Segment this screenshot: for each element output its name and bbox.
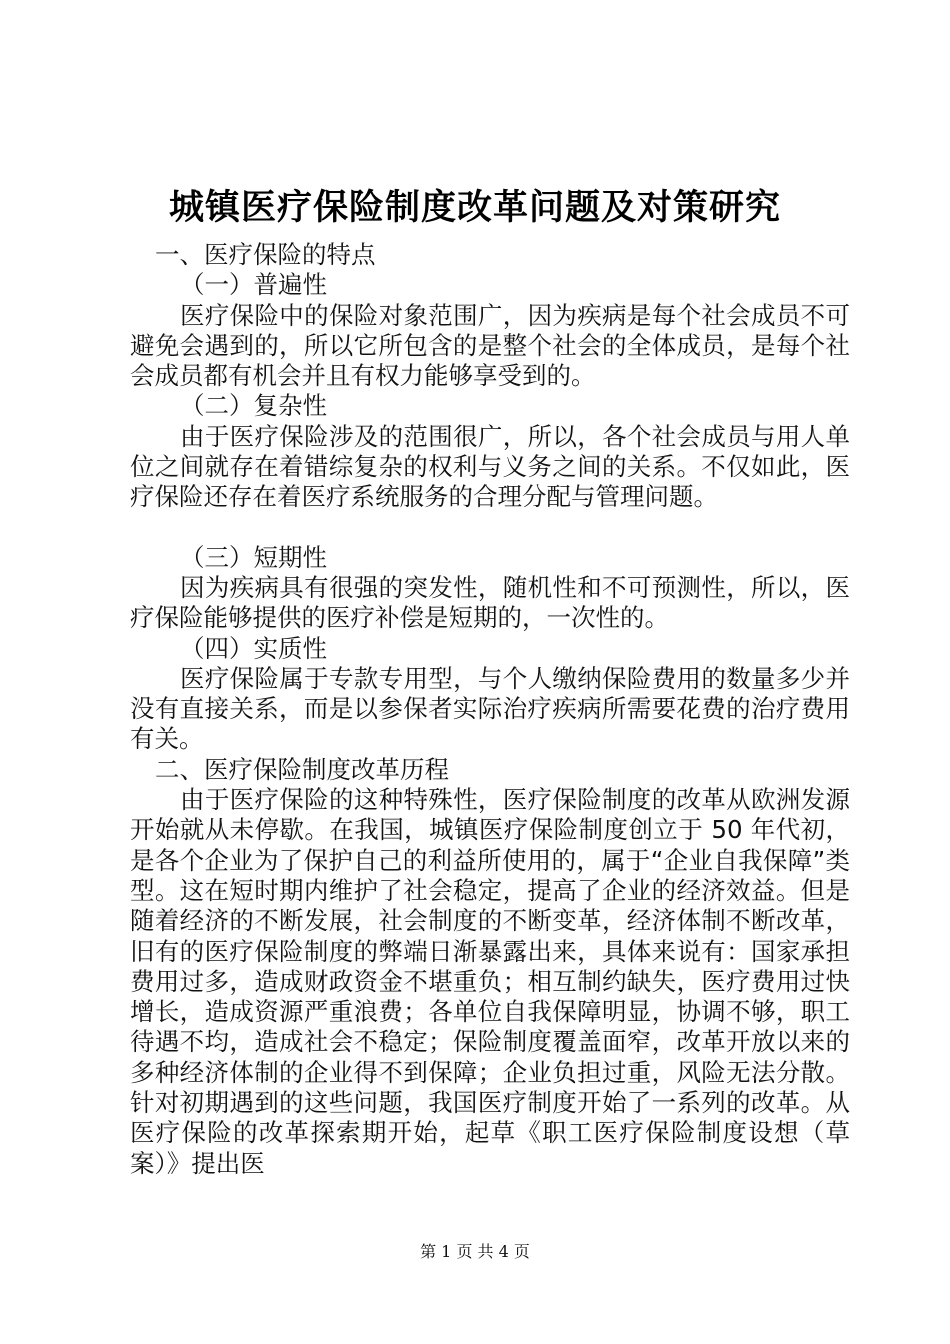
subsection-heading-1: （一）普遍性 (180, 270, 327, 300)
subsection-heading-2: （二）复杂性 (180, 391, 327, 421)
paragraph-2: 由于医疗保险涉及的范围很广，所以，各个社会成员与用人单位之间就存在着错综复杂的权利与义务之间的关系。不仅如此，医疗保险还存在着医疗系统服务的合理分配与管理问题。 (130, 421, 850, 512)
subsection-heading-4: （四）实质性 (180, 633, 327, 663)
paragraph-3: 因为疾病具有很强的突发性，随机性和不可预测性，所以，医疗保险能够提供的医疗补偿是短期的，一次性的。 (130, 572, 850, 633)
paragraph-gap (130, 513, 850, 543)
section-heading-2: 二、医疗保险制度改革历程 (155, 754, 449, 784)
section-heading-1: 一、医疗保险的特点 (155, 240, 376, 269)
paragraph-4: 医疗保险属于专款专用型，与个人缴纳保险费用的数量多少并没有直接关系，而是以参保者实际治疗疾病所需要花费的治疗费用有关。 (130, 663, 850, 754)
document-body (130, 240, 850, 1179)
document-title: 城镇医疗保险制度改革问题及对策研究 (168, 187, 781, 228)
subsection-heading-3: （三）短期性 (180, 542, 327, 572)
paragraph-5: 由于医疗保险的这种特殊性，医疗保险制度的改革从欧洲发源开始就从未停歇。在我国，城镇医疗保险制度创立于 50 年代初，是各个企业为了保护自己的利益所使用的，属于“企业自我保障”类型。这在短时期内维护了社会稳定，提高了企业的经济效益。但是随着经济的不断发展，社会制度的不断变革，经济体制不断改革，旧有的医疗保险制度的弊端日渐暴露出来，具体来说有：国家承担费用过多，造成财政资金不堪重负；相互制约缺失，医疗费用过快增长，造成资源严重浪费；各单位自我保障明显，协调不够，职工待遇不均，造成社会不稳定；保险制度覆盖面窄，改革开放以来的多种经济体制的企业得不到保障；企业负担过重，风险无法分散。针对初期遇到的这些问题，我国医疗制度开始了一系列的改革。从医疗保险的改革探索期开始，起草《职工医疗保险制度设想（草案）》提出医 (130, 785, 850, 1178)
page-number-footer: 第 1 页 共 4 页 (420, 1242, 530, 1261)
paragraph-1: 医疗保险中的保险对象范围广，因为疾病是每个社会成员不可避免会遇到的，所以它所包含的是整个社会的全体成员，是每个社会成员都有机会并且有权力能够享受到的。 (130, 300, 850, 391)
